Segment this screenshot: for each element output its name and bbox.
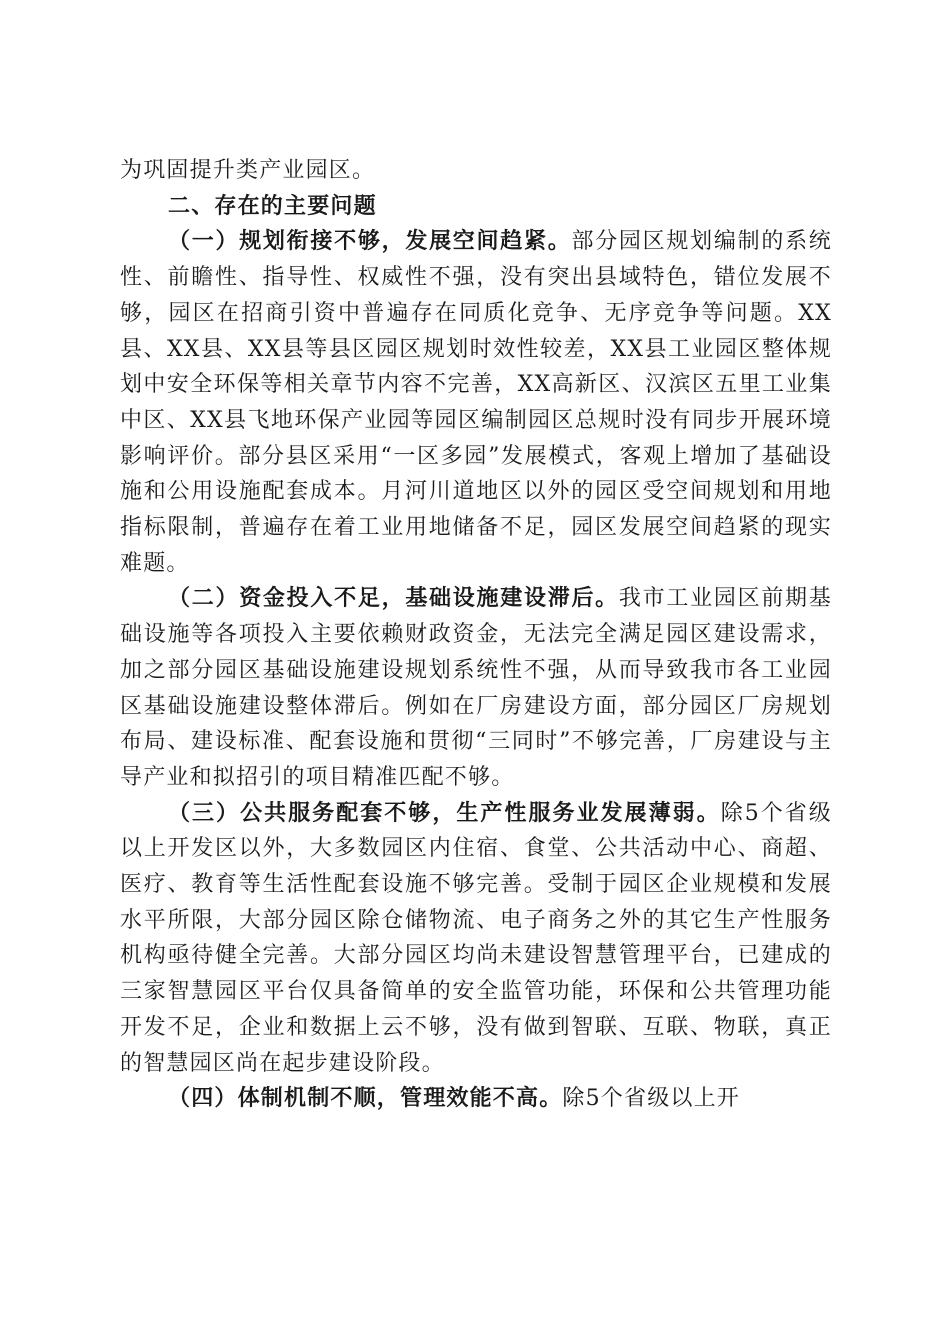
document-body — [120, 153, 832, 1117]
paragraph-4 — [120, 1081, 832, 1117]
paragraph-4-body: 除5个省级以上开 — [562, 1086, 741, 1112]
section-heading: 二、存在的主要问题 — [168, 193, 377, 219]
paragraph-3-title: （三）公共服务配套不够，生产性服务业发展薄弱。 — [168, 799, 721, 826]
paragraph-2 — [120, 581, 832, 795]
paragraph-2-title: （二）资金投入不足，基础设施建设滞后。 — [168, 585, 619, 612]
paragraph-1 — [120, 224, 832, 581]
paragraph-3-body: 除5个省级以上开发区以外，大多数园区内住宿、食堂、公共活动中心、商超、医疗、教育等生活性配套设施不够完善。受制于园区企业规模和发展水平所限，大部分园区除仓储物流、电子商务之外的其它生产性服务机构亟待健全完善。大部分园区均尚未建设智慧管理平台，已建成的三家智慧园区平台仅具备简单的安全监管功能，环保和公共管理功能开发不足，企业和数据上云不够，没有做到智联、互联、物联，真正的智慧园区尚在起步建设阶段。 — [120, 800, 833, 1076]
paragraph-1-body: 部分园区规划编制的系统性、前瞻性、指导性、权威性不强，没有突出县域特色，错位发展不够，园区在招商引资中普遍存在同质化竞争、无序竞争等问题。XX县、XX县、XX县等县区园区规划时效性较差，XX县工业园区整体规划中安全环保等相关章节内容不完善，XX高新区、汉滨区五里工业集中区、XX县飞地环保产业园等园区编制园区总规时没有同步开展环境影响评价。部分县区采用“一区多园”发展模式，客观上增加了基础设施和公用设施配套成本。月河川道地区以外的园区受空间规划和用地指标限制，普遍存在着工业用地储备不足，园区发展空间趋紧的现实难题。 — [120, 229, 832, 576]
paragraph-2-body: 我市工业园区前期基础设施等各项投入主要依赖财政资金，无法完全满足园区建设需求，加之部分园区基础设施建设规划系统性不强，从而导致我市各工业园区基础设施建设整体滞后。例如在厂房建设方面，部分园区厂房规划布局、建设标准、配套设施和贯彻“三同时”不够完善，厂房建设与主导产业和拟招引的项目精准匹配不够。 — [120, 586, 832, 790]
paragraph-1-title: （一）规划衔接不够，发展空间趋紧。 — [168, 228, 572, 255]
paragraph-3 — [120, 796, 832, 1082]
intro-line: 为巩固提升类产业园区。 — [120, 158, 376, 183]
paragraph-4-title: （四）体制机制不顺，管理效能不高。 — [168, 1085, 563, 1112]
